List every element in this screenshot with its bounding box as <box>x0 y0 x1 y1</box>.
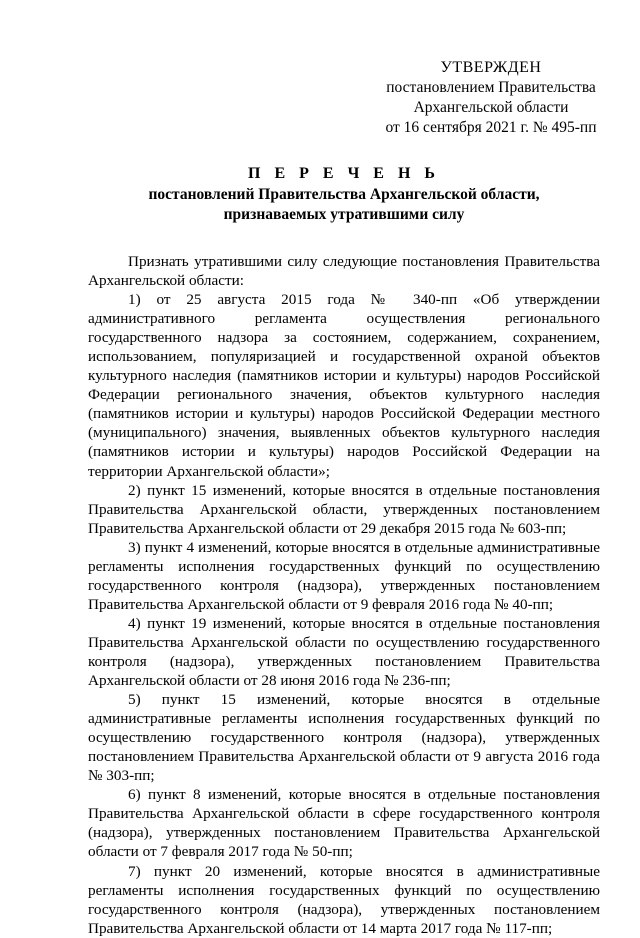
approval-line-2: Архангельской области <box>413 99 569 116</box>
approval-line-1: постановлением Правительства <box>386 79 596 96</box>
list-item: 3) пункт 4 изменений, которые вносятся в отдельные административные регламенты исполнения государственных функций по осуществлению государственного контроля (надзора), утвержденных постановлением Правительства Архангельской области от 9 февраля 2016 года № 40-пп; <box>88 538 600 613</box>
list-item: 7) пункт 20 изменений, которые вносятся в административные регламенты исполнения государственных функций по осуществлению государственного контроля (надзора), утвержденных постановлением Правительства Архангельской области от 14 марта 2017 года № 117-пп; <box>88 862 600 937</box>
approval-heading: УТВЕРЖДЕН <box>440 59 542 76</box>
approval-line-3: от 16 сентября 2021 г. № 495-пп <box>385 119 597 136</box>
title-line-2: постановлений Правительства Архангельской области, <box>148 186 540 203</box>
title-line-1: П Е Р Е Ч Е Н Ь <box>248 165 440 182</box>
list-item: 6) пункт 8 изменений, которые вносятся в отдельные постановления Правительства Архангельской области в сфере государственного контроля (надзора), утвержденных постановлением Правительства Архангельской области от 7 февраля 2017 года № 50-пп; <box>88 786 600 861</box>
intro-paragraph: Признать утратившими силу следующие постановления Правительства Архангельской области: <box>88 253 600 290</box>
list-item: 2) пункт 15 изменений, которые вносятся в отдельные постановления Правительства Архангельской области, утвержденных постановлением Правительства Архангельской области от 29 декабря 2015 года № 603-пп; <box>88 481 600 537</box>
approval-stamp <box>376 58 606 138</box>
document-title <box>88 163 600 225</box>
document-body <box>88 252 600 938</box>
list-item: 1) от 25 августа 2015 года № 340-пп «Об утверждении административного регламента осуществления регионального государственного надзора за состоянием, содержанием, сохранением, использованием, популяризацией и государственной охраной объектов культурного наследия (памятников истории и культуры) народов Российской Федерации регионального значения, объектов культурного наследия (памятников истории и культуры) народов Российской Федерации местного (муниципального) значения, выявленных объектов культурного наследия (памятников истории и культуры) народов Российской Федерации на территории Архангельской области»; <box>88 291 600 480</box>
list-item: 5) пункт 15 изменений, которые вносятся в отдельные административные регламенты исполнения государственных функций по осуществлению государственного контроля (надзора), утвержденных постановлением Правительства Архангельской области от 9 августа 2016 года № 303-пп; <box>88 691 600 785</box>
list-item: 4) пункт 19 изменений, которые вносятся в отдельные постановления Правительства Архангельской области по осуществлению государственного контроля (надзора), утвержденных постановлением Правительства Архангельской области от 28 июня 2016 года № 236-пп; <box>88 614 600 690</box>
title-line-3: признаваемых утратившими силу <box>223 206 465 223</box>
